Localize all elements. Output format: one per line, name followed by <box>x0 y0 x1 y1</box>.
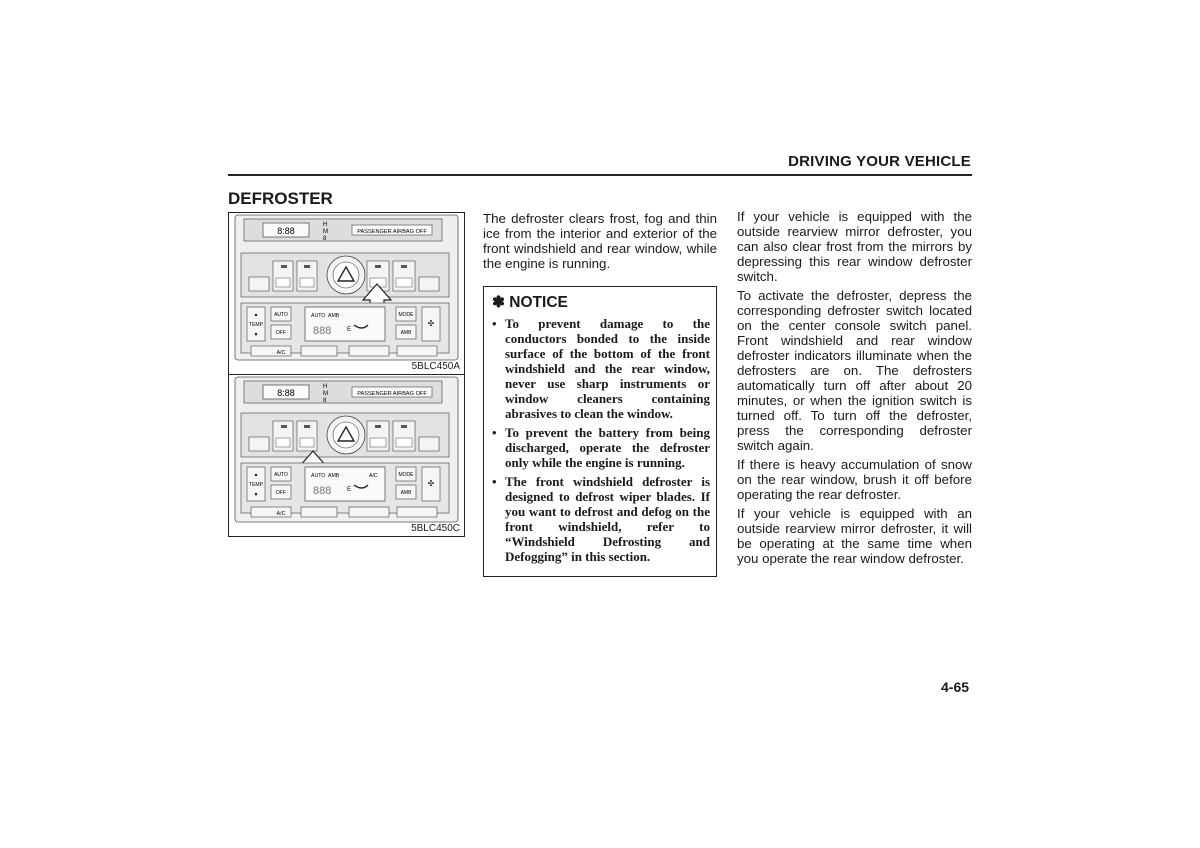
airbag-indicator: PASSENGER AIRBAG OFF <box>357 229 427 235</box>
svg-text:8:88: 8:88 <box>277 388 295 398</box>
svg-text:A/C: A/C <box>369 473 378 479</box>
body-paragraph: If your vehicle is equipped with an outside rearview mirror defroster, it will be operating at the same time when you operate the rear window defroster. <box>737 506 972 566</box>
figure-rear <box>228 374 465 537</box>
svg-text:✣: ✣ <box>427 479 435 488</box>
svg-text:AUTO: AUTO <box>274 312 288 318</box>
svg-text:AMB: AMB <box>328 473 340 479</box>
page-number: 4-65 <box>941 679 970 695</box>
svg-text:AUTO: AUTO <box>311 313 326 319</box>
svg-text:▼: ▼ <box>253 332 259 338</box>
right-column <box>737 209 972 570</box>
svg-text:8: 8 <box>323 398 327 404</box>
svg-text:888: 888 <box>313 325 332 337</box>
section-title: DEFROSTER <box>228 189 333 208</box>
notice-list <box>492 316 710 568</box>
svg-text:MODE: MODE <box>398 312 414 318</box>
svg-text:A/C: A/C <box>276 350 286 356</box>
clock-display: 8:88 <box>277 226 295 236</box>
svg-text:TEMP: TEMP <box>249 482 263 488</box>
notice-item: • To prevent damage to the conductors bonded to the inside surface of the bottom of the front windshield and the rear window, never use sharp instruments or window cleaners containing abrasives to clean the window. <box>492 316 710 421</box>
figure-front <box>228 212 465 375</box>
svg-text:✣: ✣ <box>427 319 435 328</box>
svg-text:▼: ▼ <box>253 492 259 498</box>
svg-text:E: E <box>347 327 352 333</box>
svg-text:M: M <box>323 391 328 397</box>
svg-text:AUTO: AUTO <box>274 472 288 478</box>
svg-text:▲: ▲ <box>253 312 259 318</box>
body-paragraph: If there is heavy accumulation of snow on the rear window, brush it off before operating the rear defroster. <box>737 457 972 502</box>
notice-item: • The front windshield defroster is designed to defrost wiper blades. If you want to defrost and defog on the front windshield, refer to “Windshield Defrosting and Defogging” in this section. <box>492 474 710 564</box>
figure-rear-code: 5BLC450C <box>411 523 460 534</box>
svg-text:888: 888 <box>313 485 332 497</box>
svg-text:E: E <box>347 487 352 493</box>
notice-box <box>483 286 717 577</box>
svg-text:TEMP: TEMP <box>249 322 263 328</box>
control-panel-front-illustration <box>229 213 464 374</box>
middle-column <box>483 211 717 275</box>
body-paragraph: To activate the defroster, depress the corresponding defroster switch located on the center console switch panel. Front windshield and rear window defroster indicators illuminate when the defrosters are on. The defrosters automatically turn off after about 20 minutes, or when the ignition switch is turned off. To turn off the defroster, press the corresponding defroster switch again. <box>737 288 972 453</box>
svg-text:▲: ▲ <box>253 472 259 478</box>
svg-text:M: M <box>323 229 328 235</box>
svg-text:8: 8 <box>323 236 327 242</box>
svg-text:H: H <box>323 384 328 390</box>
header-rule <box>228 174 972 176</box>
figure-front-code: 5BLC450A <box>411 361 460 372</box>
svg-text:AMB: AMB <box>400 330 412 336</box>
running-header: DRIVING YOUR VEHICLE <box>788 153 971 170</box>
svg-text:A/C: A/C <box>276 511 286 517</box>
svg-text:OFF: OFF <box>276 330 286 336</box>
svg-text:PASSENGER AIRBAG OFF: PASSENGER AIRBAG OFF <box>357 391 427 397</box>
svg-text:AMB: AMB <box>328 313 340 319</box>
svg-text:AUTO: AUTO <box>311 473 326 479</box>
notice-item: • To prevent the battery from being discharged, operate the defroster only while the engine is running. <box>492 425 710 470</box>
body-paragraph: If your vehicle is equipped with the outside rearview mirror defroster, you can also clear frost from the mirrors by depressing this rear window defroster switch. <box>737 209 972 284</box>
notice-title: ✽ NOTICE <box>492 294 568 311</box>
svg-text:H: H <box>323 222 328 228</box>
intro-paragraph: The defroster clears frost, fog and thin ice from the interior and exterior of the front windshield and rear window, while the engine is running. <box>483 211 717 271</box>
svg-text:AMB: AMB <box>400 490 412 496</box>
svg-text:OFF: OFF <box>276 490 286 496</box>
control-panel-rear-illustration <box>229 375 464 536</box>
svg-text:MODE: MODE <box>398 472 414 478</box>
